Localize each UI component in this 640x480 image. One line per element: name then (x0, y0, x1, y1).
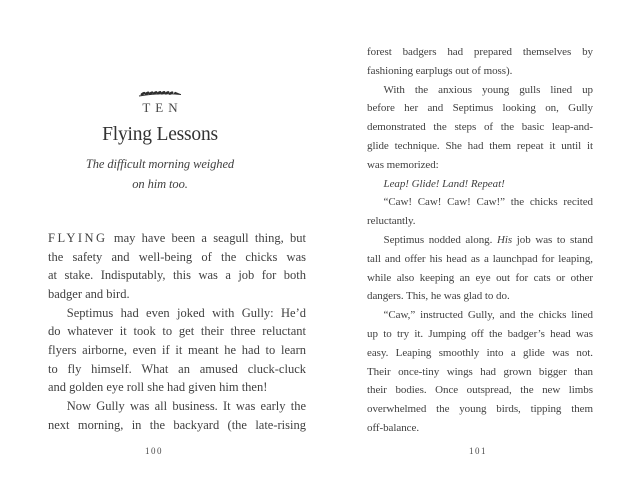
text-segment: easy. Leaping smoothly into a glide was not. (367, 346, 593, 359)
text-line (367, 419, 593, 438)
text-line (48, 229, 306, 248)
text-segment: reluctantly. (367, 215, 416, 228)
text-segment: job was to stand (512, 233, 593, 246)
text-line (367, 118, 593, 137)
text-segment: glide technique. She had them repeat it until it (367, 139, 593, 152)
text-line (367, 231, 593, 250)
text-segment: badger and bird. (48, 286, 130, 301)
text-line (48, 266, 306, 285)
text-segment: Their once-tiny wings had grown bigger than (367, 365, 593, 378)
text-segment: overwhelmed the young birds, tipping them (367, 403, 593, 416)
text-segment: dangers. This, he was glad to do. (367, 290, 510, 303)
text-segment: Leap! Glide! Land! Repeat! (383, 177, 505, 190)
text-line (367, 212, 593, 231)
text-segment: His (496, 233, 513, 246)
text-segment: and golden eye roll she had given him then! (48, 380, 268, 395)
text-line (367, 363, 593, 382)
chapter-subtitle-line: on him too. (132, 177, 188, 191)
chapter-subtitle-line: The difficult morning weighed (85, 157, 235, 171)
text-line (367, 99, 593, 118)
text-segment: next morning, in the backyard (the late-rising (48, 417, 306, 432)
text-line (367, 137, 593, 156)
chapter-subtitle (40, 154, 280, 194)
chapter-number: TEN (142, 100, 183, 115)
text-segment: off-balance. (367, 421, 420, 434)
text-line (48, 397, 306, 416)
text-line (48, 416, 306, 435)
text-line (48, 322, 306, 341)
text-segment: Now Gully was all business. It was early the (66, 398, 306, 413)
text-segment: up to try it. Jumping off the badger’s head was (367, 327, 593, 340)
text-segment: forest badgers had prepared themselves by (367, 46, 593, 58)
text-segment: With the anxious young gulls lined up (383, 83, 593, 96)
text-line (48, 248, 306, 267)
left-page-body (48, 229, 306, 434)
text-segment: “Caw,” instructed Gully, and the chicks lined (383, 309, 593, 322)
right-page-number: 101 (469, 446, 487, 456)
text-segment: FLYING (48, 231, 108, 245)
text-line (367, 43, 593, 62)
text-line (367, 81, 593, 100)
text-line (48, 360, 306, 379)
chapter-header (40, 90, 280, 194)
text-line (367, 193, 593, 212)
text-line (367, 325, 593, 344)
chapter-title: Flying Lessons (102, 124, 218, 145)
text-line (367, 287, 593, 306)
text-line (367, 156, 593, 175)
text-segment: fashioning earplugs out of moss). (367, 64, 513, 77)
text-line (367, 269, 593, 288)
text-line (367, 400, 593, 419)
left-page-number: 100 (145, 446, 163, 456)
text-segment: tall and offer his head as a launchpad for leaping, (367, 252, 593, 265)
text-line (367, 62, 593, 81)
text-line (367, 250, 593, 269)
text-segment: flyers airborne, even if it meant he had to learn (48, 342, 306, 357)
text-line (367, 381, 593, 400)
text-segment: to fly himself. What an amused cluck-cluck (48, 361, 306, 376)
text-segment: Septimus had even joked with Gully: He’d (66, 305, 306, 320)
text-segment: may have been a seagull thing, but (107, 231, 306, 245)
text-segment: “Caw! Caw! Caw! Caw!” the chicks recited (383, 196, 593, 209)
text-segment: demonstrated the steps of the basic leap-and- (367, 121, 593, 134)
text-segment: the safety and well-being of the chicks was (48, 249, 306, 264)
text-segment: Septimus nodded along. (383, 233, 497, 246)
text-segment: before her and Septimus looking on, Gully (367, 102, 593, 115)
text-line (367, 344, 593, 363)
text-line (367, 175, 593, 194)
text-segment: while also keeping an eye out for cats or other (367, 271, 593, 284)
text-segment: was memorized: (367, 158, 439, 171)
text-line (48, 378, 306, 397)
right-page-body (367, 43, 593, 438)
text-line (48, 285, 306, 304)
braided-rope-icon (138, 90, 182, 98)
text-segment: their bodies. Once outspread, the new limbs (367, 384, 593, 397)
text-segment: at stake. Indisputably, this was a job for both (48, 268, 306, 283)
text-line (367, 306, 593, 325)
text-segment: do whatever it took to get their three reluctant (48, 324, 306, 339)
text-line (48, 341, 306, 360)
text-line (48, 304, 306, 323)
